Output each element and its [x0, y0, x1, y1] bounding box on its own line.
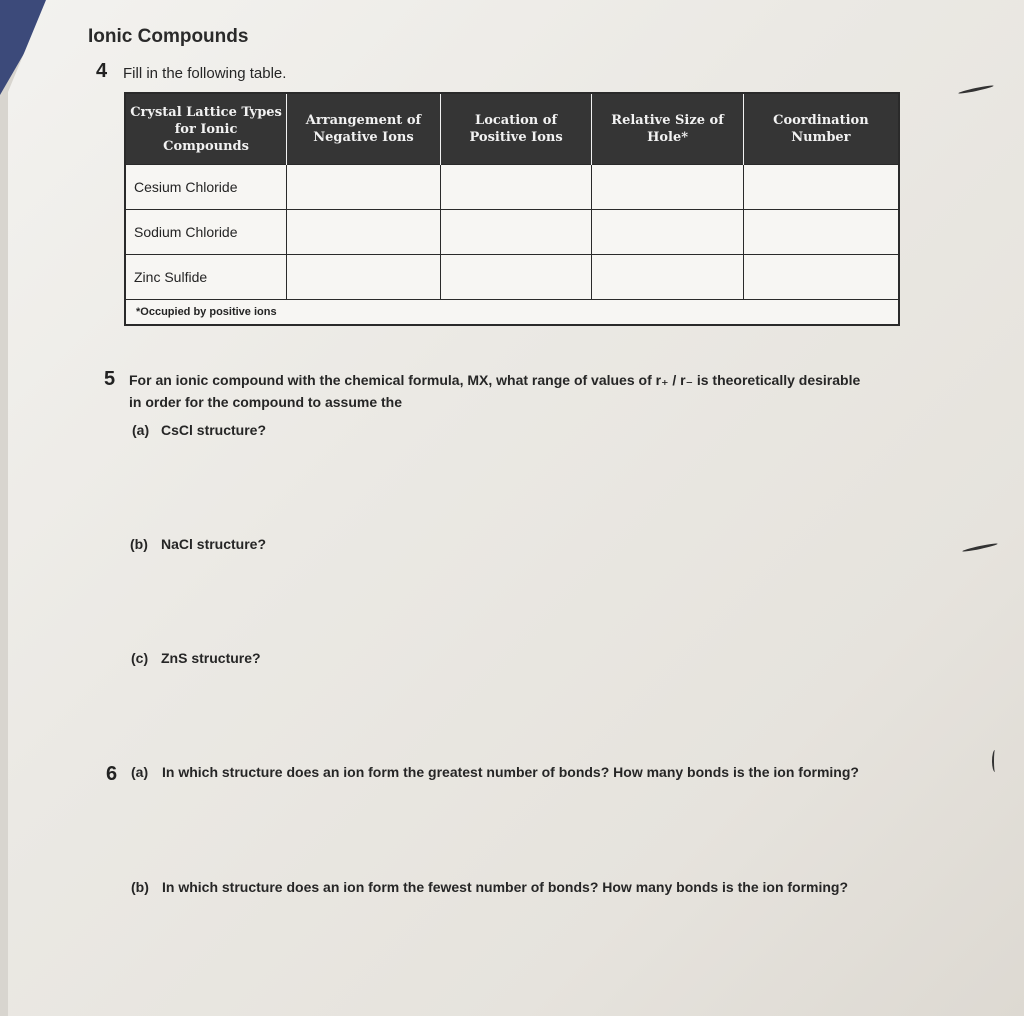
pencil-mark: [992, 750, 998, 772]
question-5a-text: CsCl structure?: [161, 422, 267, 438]
answer-cell[interactable]: [743, 165, 899, 210]
question-5c-label: (c): [131, 650, 149, 666]
question-4-text: Fill in the following table.: [123, 65, 287, 82]
question-5-line-1: For an ionic compound with the chemical formula, MX, what range of values of r₊ / r₋ is theoretically desirable: [129, 372, 861, 388]
table-row: [125, 210, 899, 255]
table-footnote-row: [125, 300, 899, 326]
row-label-sodium-chloride: Sodium Chloride: [125, 210, 287, 255]
question-5b-label: (b): [130, 536, 148, 552]
answer-cell[interactable]: [440, 210, 592, 255]
question-6b-label: (b): [131, 879, 149, 895]
question-6b-text: In which structure does an ion form the fewest number of bonds? How many bonds is the ion forming?: [162, 879, 849, 895]
answer-cell[interactable]: [287, 210, 441, 255]
answer-cell[interactable]: [743, 210, 899, 255]
crystal-lattice-table: [124, 92, 900, 326]
header-coordination-number: Coordination Number: [743, 93, 899, 165]
header-negative-ions: Arrangement of Negative Ions: [287, 93, 441, 165]
table-header-row: [125, 93, 899, 165]
header-lattice-type: Crystal Lattice Types for Ionic Compounds: [125, 93, 287, 165]
question-6a-text: In which structure does an ion form the greatest number of bonds? How many bonds is the ion forming?: [162, 764, 859, 780]
answer-cell[interactable]: [592, 255, 743, 300]
answer-cell[interactable]: [440, 255, 592, 300]
table-footnote: *Occupied by positive ions: [125, 300, 899, 326]
answer-cell[interactable]: [287, 255, 441, 300]
question-5-line-2: in order for the compound to assume the: [129, 394, 403, 410]
question-5a-label: (a): [132, 422, 150, 438]
table-row: [125, 255, 899, 300]
question-5c-text: ZnS structure?: [161, 650, 261, 666]
answer-cell[interactable]: [592, 165, 743, 210]
question-5b-text: NaCl structure?: [161, 536, 267, 552]
header-positive-ions: Location of Positive Ions: [440, 93, 592, 165]
question-6-number: 6: [106, 763, 118, 785]
question-5-number: 5: [104, 368, 116, 390]
page-title: Ionic Compounds: [88, 26, 249, 47]
answer-cell[interactable]: [440, 165, 592, 210]
question-6a-label: (a): [131, 764, 149, 780]
question-4-number: 4: [96, 60, 108, 82]
answer-cell[interactable]: [592, 210, 743, 255]
answer-cell[interactable]: [743, 255, 899, 300]
row-label-cesium-chloride: Cesium Chloride: [125, 165, 287, 210]
row-label-zinc-sulfide: Zinc Sulfide: [125, 255, 287, 300]
header-hole-size: Relative Size of Hole*: [592, 93, 743, 165]
answer-cell[interactable]: [287, 165, 441, 210]
table-row: [125, 165, 899, 210]
